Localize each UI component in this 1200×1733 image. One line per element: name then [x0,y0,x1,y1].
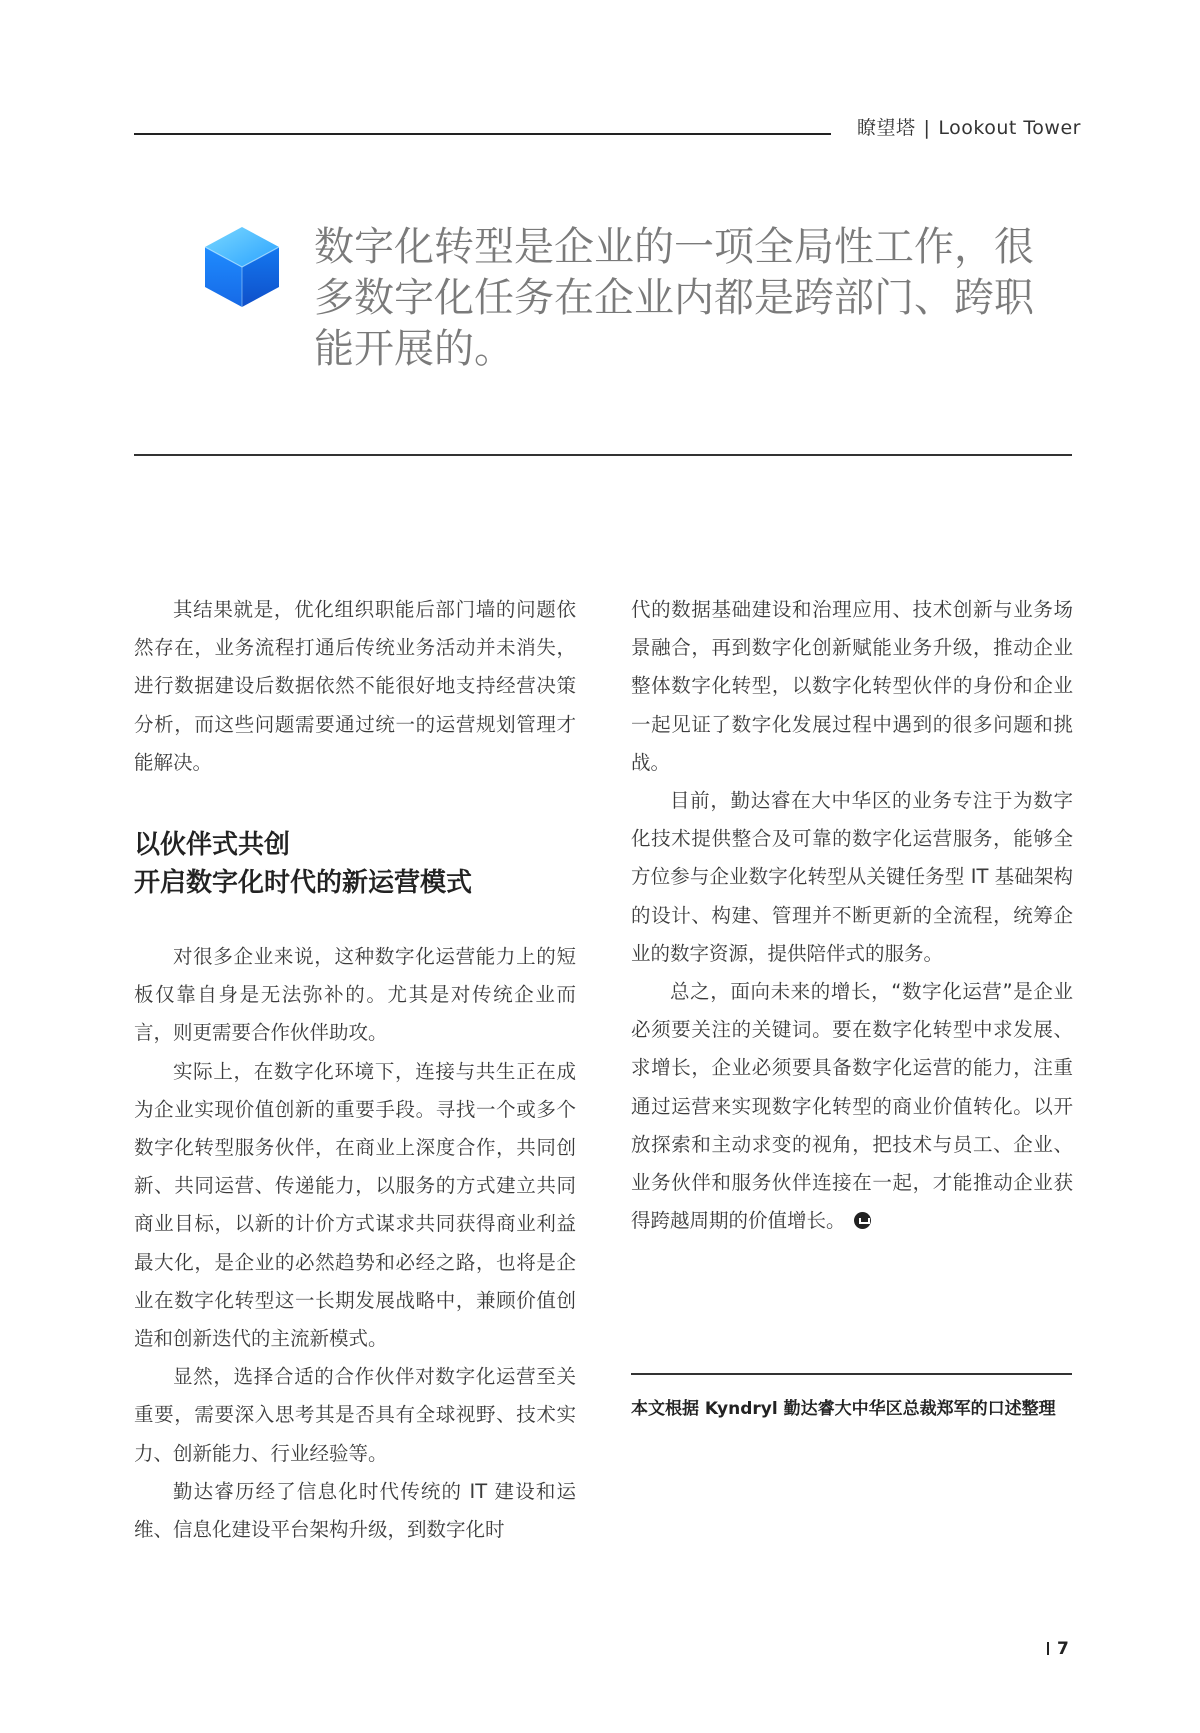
section-name-en: Lookout Tower [938,117,1081,139]
section-heading-line1: 以伙伴式共创 [134,830,291,861]
body-paragraph: 勤达睿历经了信息化时代传统的 IT 建设和运维、信息化建设平台架构升级，到数字化时 [134,1479,576,1542]
section-header [857,113,1081,140]
body-paragraph: 显然，选择合适的合作伙伴对数字化运营至关重要，需要深入思考其是否具有全球视野、技术实力、创新能力、行业经验等。 [134,1365,576,1465]
pull-quote: 数字化转型是企业的一项全局性工作，很多数字化任务在企业内都是跨部门、跨职能开展的。 [314,224,1034,372]
body-paragraph-final [631,973,1073,1240]
blue-cube-icon [203,225,281,309]
section-name-cn: 瞭望塔 [857,117,916,139]
body-paragraph: 其结果就是，优化组织职能后部门墙的问题依然存在，业务流程打通后传统业务活动并未消失，进行数据建设后数据依然不能很好地支持经营决策分析，而这些问题需要通过统一的运营规划管理才能解决。 [134,598,576,774]
source-note-rule [631,1373,1072,1375]
page-number [1047,1639,1069,1659]
end-mark-icon [854,1212,871,1229]
body-paragraph: 对很多企业来说，这种数字化运营能力上的短板仅靠自身是无法弥补的。尤其是对传统企业而言，则更需要合作伙伴助攻。 [134,945,576,1045]
section-heading-line2: 开启数字化时代的新运营模式 [134,868,473,899]
source-note: 本文根据 Kyndryl 勤达睿大中华区总裁郑军的口述整理 [631,1399,1056,1419]
page-number-bar [1047,1642,1049,1655]
final-paragraph-text: 总之，面向未来的增长，“数字化运营”是企业必须要关注的关键词。要在数字化转型中求发展、求增长，企业必须要具备数字化运营的能力，注重通过运营来实现数字化转型的商业价值转化。以开放探索和主动求变的视角，把技术与员工、企业、业务伙伴和服务伙伴连接在一起，才能推动企业获得跨越周期的价值增长。 [631,980,1073,1233]
header-rule [134,133,831,135]
page-number-value: 7 [1057,1639,1069,1659]
right-column [631,591,1073,1240]
pull-quote-rule [134,454,1072,456]
body-paragraph: 实际上，在数字化环境下，连接与共生正在成为企业实现价值创新的重要手段。寻找一个或多个数字化转型服务伙伴，在商业上深度合作，共同创新、共同运营、传递能力，以服务的方式建立共同商业目标，以新的计价方式谋求共同获得商业利益最大化，是企业的必然趋势和必经之路，也将是企业在数字化转型这一长期发展战略中，兼顾价值创造和创新迭代的主流新模式。 [134,1059,576,1351]
body-paragraph: 目前，勤达睿在大中华区的业务专注于为数字化技术提供整合及可靠的数字化运营服务，能够全方位参与企业数字化转型从关键任务型 IT 基础架构的设计、构建、管理并不断更新的全流程，统筹企业的数字资源，提供陪伴式的服务。 [631,789,1073,965]
left-column [134,591,576,1549]
body-paragraph-continued: 代的数据基础建设和治理应用、技术创新与业务场景融合，再到数字化创新赋能业务升级，推动企业整体数字化转型，以数字化转型伙伴的身份和企业一起见证了数字化发展过程中遇到的很多问题和挑战。 [631,598,1073,774]
header-separator: | [923,117,931,139]
section-heading [134,826,576,902]
